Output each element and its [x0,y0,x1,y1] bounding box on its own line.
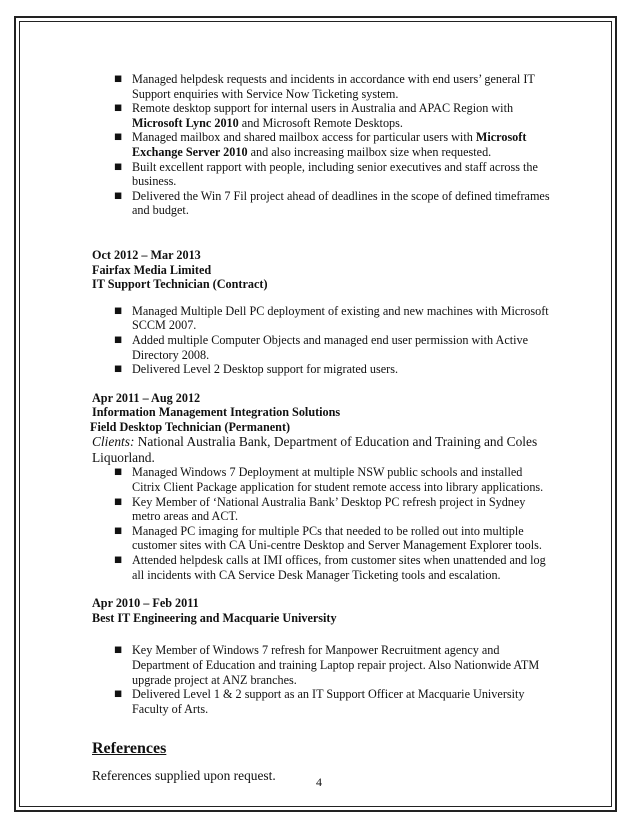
bullet-item [132,553,552,582]
bullet-emphasis: Microsoft Lync 2010 [132,115,239,130]
bullet-item [132,160,552,189]
job-role: Field Desktop Technician (Permanent) [90,419,291,434]
job-role: IT Support Technician (Contract) [92,277,268,292]
job-imis [92,391,552,583]
bullet-text: Remote desktop support for internal users in Australia and APAC Region with [132,101,514,116]
resume-content [92,72,552,784]
page-number: 4 [316,775,322,789]
bullet-text: Added multiple Computer Objects and managed end user permission with Active Directory 2008. [132,332,529,362]
bullet-item [132,130,552,159]
bullet-text: Delivered Level 1 & 2 support as an IT Support Officer at Macquarie University Faculty of Arts. [132,687,525,716]
bullet-item [132,524,552,553]
clients-text: National Australia Bank, Department of Education and Training and Coles Liquorland. [92,434,538,465]
bullet-item [132,465,552,494]
job-bullet-list [92,304,552,377]
bullet-text: Attended helpdesk calls at IMI offices, from customer sites when unattended and log all incidents with CA Service Desk Manager Ticketing tools and escalation. [132,553,546,582]
bullet-item [132,101,552,130]
bullet-text: Managed Windows 7 Deployment at multiple NSW public schools and installed Citrix Client Package application for student remote access into library applications. [132,465,544,495]
job-bullet-list [92,465,552,582]
bullet-text: Delivered Level 2 Desktop support for migrated users. [132,362,399,377]
bullet-item [132,72,552,101]
job-bullet-list [92,643,552,716]
bullet-text: and Microsoft Remote Desktops. [238,115,403,130]
bullet-text: and also increasing mailbox size when requested. [247,144,492,159]
bullet-text: Managed PC imaging for multiple PCs that needed to be rolled out into multiple customer sites with CA Uni-centre Desktop and Server Management Explorer tools. [132,523,542,553]
bullet-emphasis: Microsoft Exchange Server 2010 [132,130,527,159]
bullet-item [132,333,552,362]
bullet-text: Managed mailbox and shared mailbox access for particular users with [132,130,476,145]
bullet-text: Managed helpdesk requests and incidents in accordance with end users’ general IT Support enquiries with Service Now Ticketing system. [132,72,535,101]
bullet-text: Key Member of ‘National Australia Bank’ Desktop PC refresh project in Sydney metro areas and ACT. [132,494,526,524]
bullet-item [132,643,552,687]
job-dates: Apr 2010 – Feb 2011 [92,596,199,611]
job-dates: Oct 2012 – Mar 2013 [92,247,201,262]
job-company: Fairfax Media Limited [92,262,212,277]
bullet-text: Key Member of Windows 7 refresh for Manpower Recruitment agency and Department of Education and training Laptop repair project. Also Nationwide ATM upgrade project at ANZ branches. [132,643,540,687]
job-best-it [92,596,552,716]
job-company: Information Management Integration Solutions [92,405,341,420]
references-text: References supplied upon request. [92,768,276,784]
bullet-text: Delivered the Win 7 Fil project ahead of deadlines in the scope of defined timeframes and budget. [132,188,550,218]
job-fairfax [92,248,552,377]
bullet-item [132,687,552,716]
bullet-item [132,189,552,218]
top-bullet-list [92,72,552,218]
bullet-text: Built excellent rapport with people, including senior executives and staff across the business. [132,159,538,189]
references-heading: References [92,740,167,758]
clients-label: Clients: [92,434,135,450]
job-company: Best IT Engineering and Macquarie University [92,610,337,625]
job-clients [92,434,552,465]
job-dates: Apr 2011 – Aug 2012 [92,390,201,405]
bullet-item [132,304,552,333]
bullet-item [132,362,552,377]
bullet-item [132,495,552,524]
bullet-text: Managed Multiple Dell PC deployment of existing and new machines with Microsoft SCCM 2007. [132,303,549,333]
